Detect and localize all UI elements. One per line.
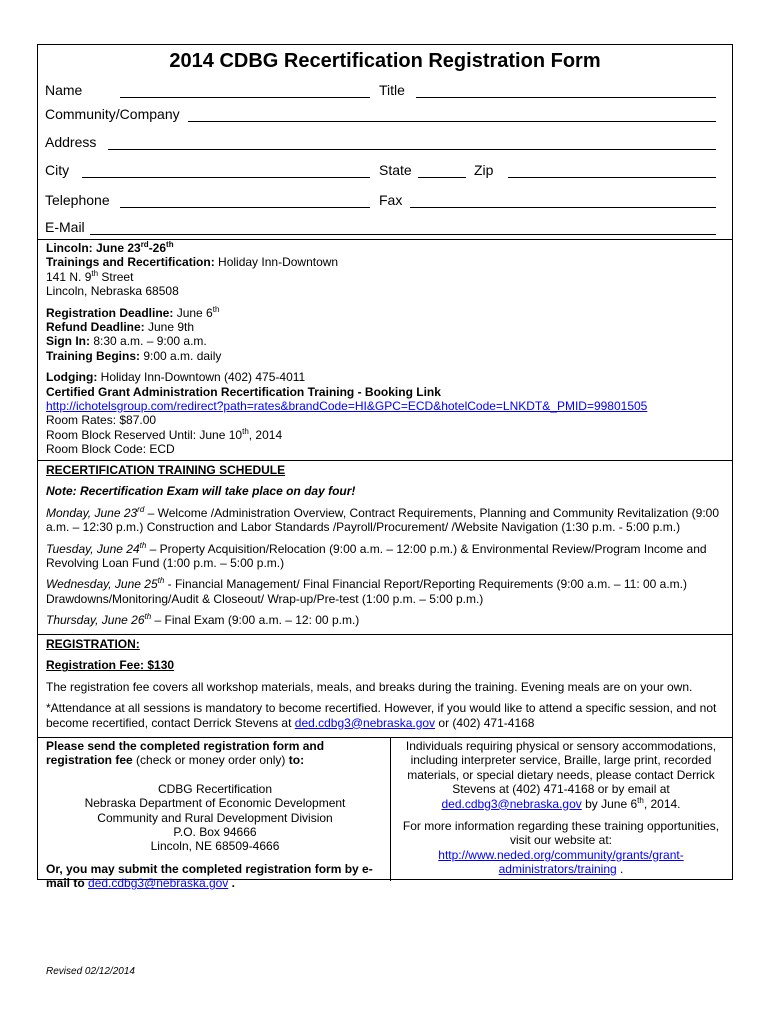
name-label: Name	[45, 82, 83, 98]
fax-label: Fax	[379, 192, 403, 208]
registration-section: REGISTRATION: Registration Fee: $130 The registration fee covers all workshop materials, meals, and breaks during the training. Evening meals are on your own. *Attendance at all sessions is mandatory to become recertified. However, if you would like to attend a specific session, and not become recertified, contact Derrick Stevens at ded.cdbg3@nebraska.gov or (402) 471-4168	[46, 637, 717, 730]
send-instructions: Please send the completed registration form and registration fee (check or money order only) to: CDBG Recertification Nebraska Department of Economic Development Community and Rural Development Division P.O. Box 94666 Lincoln, NE 68509-4666 Or, you may submit the completed registration form by e-mail to ded.cdbg3@nebraska.gov .	[46, 739, 373, 891]
lincoln-section: Lincoln: June 23rd-26th Trainings and Recertification: Holiday Inn-Downtown 141 N. 9th Street Lincoln, Nebraska 68508 Registration Deadline: June 6th Refund Deadline: June 9th Sign In: 8:30 a.m. – 9:00 a.m. Training Begins: 9:00 a.m. daily Lodging: Holiday Inn-Downtown (402) 475-4011 Certified Grant Administration Recertification Training - Booking Link http://ichotelsgroup.com/redirect?path=rates&brandCode=HI&GPC=ECD&hotelCode=LNKDT&_PMID=99801505 Room Rates: $87.00 Room Block Reserved Until: June 10th, 2014 Room Block Code: ECD	[46, 240, 648, 457]
email-label: E-Mail	[45, 219, 85, 235]
section-divider	[38, 460, 732, 461]
fax-field[interactable]	[410, 207, 716, 208]
section-divider	[38, 634, 732, 635]
telephone-field[interactable]	[120, 207, 370, 208]
submit-email-link[interactable]: ded.cdbg3@nebraska.gov	[88, 876, 229, 891]
city-field[interactable]	[82, 177, 370, 178]
accommodations-info: Individuals requiring physical or sensory accommodations, including interpreter service, Braille, large print, recorded materials, or special dietary needs, please contact Derrick Stevens at (402) 471-4168 or by email at ded.cdbg3@nebraska.gov by June 6th, 2014. For more information regarding these training opportunities, visit our website at: http://www.neded.org/community/grants/grant-administrators/training .	[402, 739, 720, 877]
state-field[interactable]	[418, 177, 466, 178]
schedule-heading: RECERTIFICATION TRAINING SCHEDULE	[46, 463, 286, 477]
zip-label: Zip	[474, 162, 494, 178]
accommodations-email-link[interactable]: ded.cdbg3@nebraska.gov	[441, 796, 582, 811]
address-field[interactable]	[108, 149, 716, 150]
schedule-note: Note: Recertification Exam will take place on day four!	[46, 484, 356, 499]
title-label: Title	[379, 82, 405, 98]
state-label: State	[379, 162, 412, 178]
email-field[interactable]	[90, 234, 716, 235]
registration-form	[37, 44, 733, 891]
website-link[interactable]: http://www.neded.org/community/grants/grant-administrators/training	[438, 847, 684, 877]
contact-email-link[interactable]: ded.cdbg3@nebraska.gov	[294, 715, 436, 730]
community-field[interactable]	[188, 121, 716, 122]
community-label: Community/Company	[45, 106, 180, 122]
registration-heading: REGISTRATION:	[46, 637, 140, 651]
telephone-label: Telephone	[45, 192, 110, 208]
revision-date: Revised 02/12/2014	[46, 966, 135, 977]
section-divider	[38, 737, 732, 738]
title-field[interactable]	[416, 97, 716, 98]
address-label: Address	[45, 134, 97, 150]
column-divider	[390, 737, 391, 881]
form-title: 2014 CDBG Recertification Registration Form	[169, 50, 601, 72]
registration-fee: Registration Fee: $130	[46, 658, 175, 673]
schedule-section: RECERTIFICATION TRAINING SCHEDULE Note: Recertification Exam will take place on day four! Monday, June 23rd – Welcome /Administration Overview, Contract Requirements, Planning and Community Revitalization (9:00 a.m. – 12:30 p.m.) Construction and Labor Standards /Payroll/Procurement/ /Website Navigation (1:30 p.m. - 5:00 p.m.) Tuesday, June 24th – Property Acquisition/Relocation (9:00 a.m. – 12:00 p.m.) & Environmental Review/Program Income and Revolving Loan Fund (1:00 p.m. – 5:00 p.m.) Wednesday, June 25th - Financial Management/ Final Financial Report/Reporting Requirements (9:00 a.m. – 11: 00 a.m.) Drawdowns/Monitoring/Audit & Closeout/ Wrap-up/Pre-test (1:00 p.m. – 5:00 p.m.) Thursday, June 26th – Final Exam (9:00 a.m. – 12: 00 p.m.)	[46, 463, 719, 628]
zip-field[interactable]	[508, 177, 716, 178]
city-label: City	[45, 162, 70, 178]
booking-link[interactable]: http://ichotelsgroup.com/redirect?path=rates&brandCode=HI&GPC=ECD&hotelCode=LNKDT&_PMID=99801505	[46, 399, 648, 414]
name-field[interactable]	[120, 97, 370, 98]
